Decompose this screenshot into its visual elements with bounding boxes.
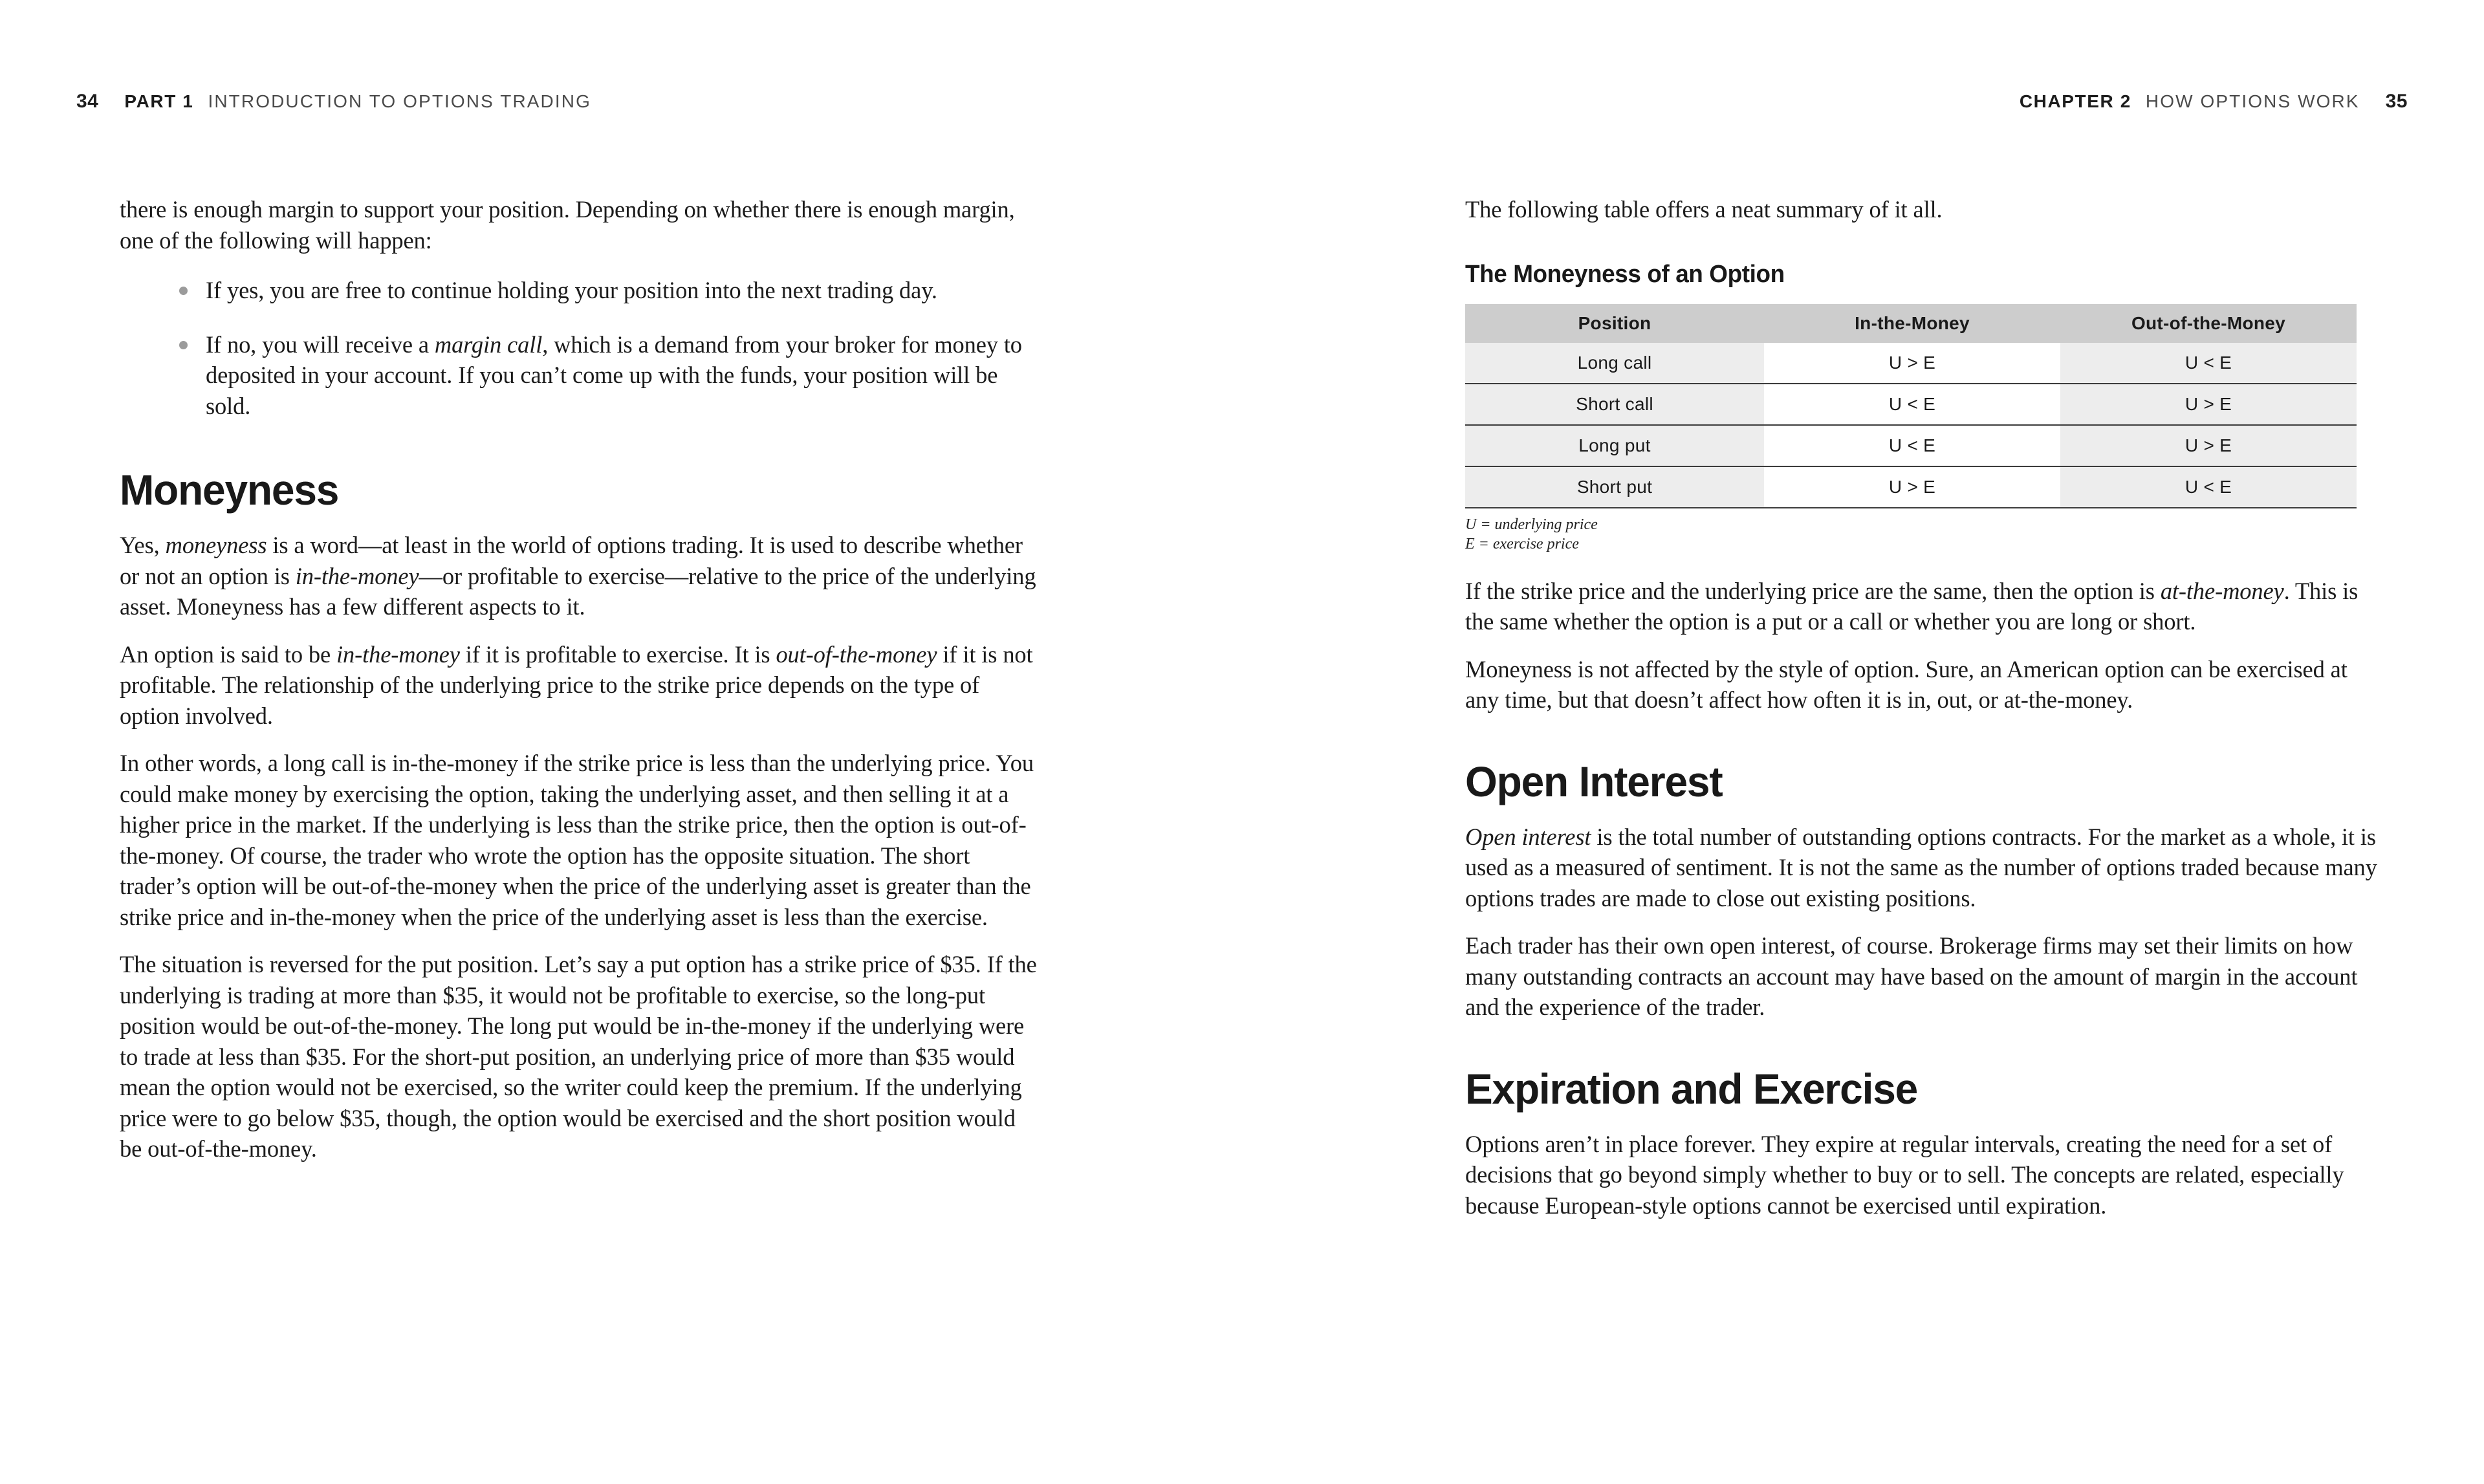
text-emphasis: Open interest bbox=[1465, 823, 1591, 850]
paragraph-open-interest-2: Each trader has their own open interest, of course. Brokerage firms may set their limits on how many outstanding contracts an account may have based on the amount of margin in the account and the experience of the trader. bbox=[1465, 932, 2358, 1020]
text-emphasis: out-of-the-money bbox=[776, 640, 937, 668]
cell-in-the-money: U > E bbox=[1764, 466, 2060, 508]
table-row bbox=[1465, 343, 2357, 384]
table-row bbox=[1465, 384, 2357, 425]
running-head-left bbox=[76, 91, 591, 113]
heading-open-interest: Open Interest bbox=[1465, 757, 1723, 805]
folio-right: 35 bbox=[2385, 91, 2408, 112]
text-run: —or profitable to exercise—relative to the price of the underlying asset. Moneyness has a few different aspects to it. bbox=[120, 562, 1036, 620]
part-label: PART 1 bbox=[124, 91, 194, 111]
folio-left: 34 bbox=[76, 91, 99, 112]
list-item bbox=[120, 275, 1038, 306]
margin-outcomes-list bbox=[120, 275, 1038, 421]
cell-in-the-money: U > E bbox=[1764, 343, 2060, 384]
cell-position: Short call bbox=[1465, 384, 1764, 425]
paragraph-open-interest-1 bbox=[1465, 822, 2384, 914]
text-run: if it is profitable to exercise. It is bbox=[459, 640, 776, 668]
cell-out-of-the-money: U > E bbox=[2060, 425, 2357, 466]
chapter-label: CHAPTER 2 bbox=[2019, 91, 2131, 111]
paragraph-at-the-money bbox=[1465, 576, 2384, 637]
table-legend bbox=[1465, 515, 2384, 554]
cell-position: Short put bbox=[1465, 466, 1764, 508]
text-run: is a word—at least in the world of options trading. It is used to describe whether or not an option is bbox=[120, 532, 1023, 589]
column-header-in-the-money: In-the-Money bbox=[1764, 304, 2060, 343]
heading-expiration-and-exercise: Expiration and Exercise bbox=[1465, 1064, 1918, 1113]
text-run: is the total number of outstanding options contracts. For the market as a whole, it is used as a measured of sentiment. It is not the same as the number of options traded because many options trades are made to close out existing positions. bbox=[1465, 823, 2377, 911]
text-run: . This is the same whether the option is a put or a call or whether you are long or short. bbox=[1465, 577, 2359, 635]
paragraph-style-of-option: Moneyness is not affected by the style of option. Sure, an American option can be exercised at any time, but that doesn’t affect how often it is in, out, or at-the-money. bbox=[1465, 655, 2348, 713]
text-emphasis: in-the-money bbox=[336, 640, 460, 668]
paragraph-moneyness-3: In other words, a long call is in-the-money if the strike price is less than the underlying price. You could make money by exercising the option, taking the underlying asset, and then selling it at a higher price in the market. If the underlying is less than the strike price, then the option is out-of-the-money. Of course, the trader who wrote the option has the opposite situation. The short trader’s option will be out-of-the-money when the price of the underlying asset is greater than the strike price and in-the-money when the price of the underlying asset is less than the exercise. bbox=[120, 750, 1034, 930]
bullet-text-pre: If no, you will receive a bbox=[206, 331, 435, 358]
table-row bbox=[1465, 466, 2357, 508]
text-emphasis: in-the-money bbox=[295, 562, 419, 589]
text-run: Yes, bbox=[120, 532, 166, 558]
bullet-text-pre: If yes, you are free to continue holding your position into the next trading day. bbox=[206, 277, 937, 303]
list-item bbox=[120, 329, 1038, 422]
table-legend-line: U = underlying price bbox=[1465, 516, 1598, 533]
cell-out-of-the-money: U > E bbox=[2060, 384, 2357, 425]
heading-moneyness: Moneyness bbox=[120, 466, 339, 514]
right-page-text-column bbox=[1465, 194, 2384, 1238]
text-emphasis: moneyness bbox=[165, 532, 267, 558]
text-run: If the strike price and the underlying price are the same, then the option is bbox=[1465, 577, 2161, 604]
text-run: if it is not profitable. The relationship of the underlying price to the strike price depends on the type of option involved. bbox=[120, 640, 1033, 729]
moneyness-table bbox=[1465, 304, 2357, 508]
running-head-right bbox=[2020, 91, 2408, 113]
text-run: An option is said to be bbox=[120, 640, 337, 668]
paragraph-expiration-1: Options aren’t in place forever. They expire at regular intervals, creating the need for a set of decisions that go beyond simply whether to buy or to sell. The concepts are related, especially because European-style options cannot be exercised until expiration. bbox=[1465, 1130, 2344, 1219]
paragraph-table-lead: The following table offers a neat summary of it all. bbox=[1465, 196, 1943, 223]
column-header-position: Position bbox=[1465, 304, 1764, 343]
running-title-right: HOW OPTIONS WORK bbox=[2145, 91, 2360, 111]
paragraph-margin-intro: there is enough margin to support your position. Depending on whether there is enough margin, one of the following will happen: bbox=[120, 196, 1015, 254]
running-title-left: INTRODUCTION TO OPTIONS TRADING bbox=[208, 91, 591, 111]
bullet-text-post: , which is a demand from your broker for money to deposited in your account. If you can’t come up with the funds, your position will be sold. bbox=[206, 331, 1022, 419]
table-legend-line: E = exercise price bbox=[1465, 535, 1579, 552]
cell-position: Long call bbox=[1465, 343, 1764, 384]
column-header-out-of-the-money: Out-of-the-Money bbox=[2060, 304, 2357, 343]
cell-in-the-money: U < E bbox=[1764, 425, 2060, 466]
left-page-text-column bbox=[120, 194, 1038, 1181]
table-row bbox=[1465, 425, 2357, 466]
cell-in-the-money: U < E bbox=[1764, 384, 2060, 425]
moneyness-table-wrapper bbox=[1465, 304, 2384, 508]
cell-position: Long put bbox=[1465, 425, 1764, 466]
cell-out-of-the-money: U < E bbox=[2060, 343, 2357, 384]
bullet-text-emphasis: margin call bbox=[434, 331, 543, 358]
paragraph-moneyness-2 bbox=[120, 639, 1038, 732]
text-emphasis: at-the-money bbox=[2160, 577, 2284, 604]
table-header-row bbox=[1465, 304, 2357, 343]
table-caption: The Moneyness of an Option bbox=[1465, 260, 1785, 288]
paragraph-moneyness-4: The situation is reversed for the put position. Let’s say a put option has a strike price of $35. If the underlying is trading at more than $35, it would not be profitable to exercise, so the long-put position would be out-of-the-money. The long put would be in-the-money if the underlying were to trade at less than $35. For the short-put position, an underlying price of more than $35 would mean the option would not be exercised, so the writer could keep the premium. If the underlying price were to go below $35, though, the option would be exercised and the short position would be out-of-the-money. bbox=[120, 951, 1037, 1162]
paragraph-moneyness-1 bbox=[120, 530, 1038, 622]
cell-out-of-the-money: U < E bbox=[2060, 466, 2357, 508]
